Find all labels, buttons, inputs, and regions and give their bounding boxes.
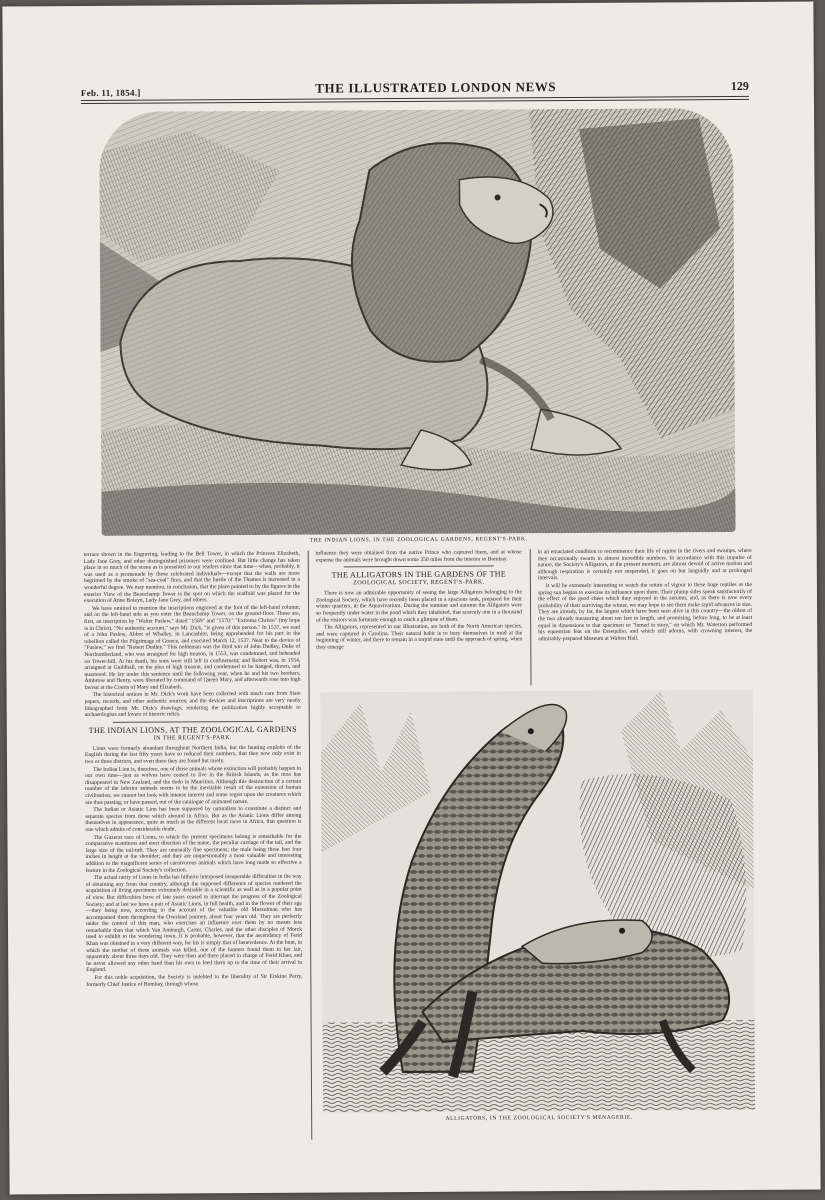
lion-engraving [99, 108, 736, 536]
alligators-continuation: in an emaciated condition to recommence their life of rapine in the rivers and swamps, where they occasionally swarm in almost incredible numbers. In accordance with this impulse of nature, the Society's Alligators, at the present moment, are almost devoid of active motion and although respiration is certainly not suspended, it goes on but languidly and at prolonged intervals. [537, 547, 752, 582]
lions-paragraph: For this noble acquisition, the Society is indebted to the liberality of Sir Erskine Perry, formerly Chief Justice of Bombay, through whose [86, 973, 303, 988]
column-right [538, 548, 753, 685]
alligator-engraving [321, 690, 756, 1113]
alligator-caption: ALLIGATORS, IN THE ZOOLOGICAL SOCIETY'S MENAGERIE. [445, 1114, 633, 1122]
newspaper-page [2, 2, 820, 1195]
alligators-paragraph: There is now an admirable opportunity of seeing the large Alligators belonging to the Zoological Society, which have recently been placed in a spacious tank, prepared for their winter quarters, in the Aquavivarium. During the summer and autumn the Alligators were so frequently under water in the pond which they inhabited, that scarcely one in a thousand of the visitors was fortunate enough to catch a glimpse of them. [315, 589, 523, 624]
lions-paragraph: The Indian or Asiatic Lion has been supposed by naturalists to constitute a distinct and separate species from those which abound in Africa. But as the Asiatic Lions differ among themselves in appearance, quite as much as the different local races in Africa, that question is one which admits of considerable doubt. [85, 805, 302, 833]
tower-paragraph: terrace shown in the Engraving, leading to the Bell Tower, in which the Princess Elizabeth, Lady Jane Grey, and other distinguished prisoners were confined. But little change has taken place in so much of the scene as is presented to our readers since that time—when, probably, it was used as a promenade by those celebrated individuals—except that the walls are more begrimed by the smoke of "sea-coal" fires, and that the bustle of the Thames is increased in a wonderful degree. We may mention, in conclusion, that the place pointed to by the figures in the exterior View of the Beauchamp Tower is the spot on which the scaffold was placed for the execution of Anne Boleyn, Lady Jane Grey, and others. [83, 550, 300, 605]
newspaper-title: THE ILLUSTRATED LONDON NEWS [315, 79, 557, 96]
column-left [84, 551, 304, 1141]
issue-date: Feb. 11, 1854.] [80, 87, 141, 99]
article-separator [113, 721, 273, 723]
column-rule [308, 551, 313, 1140]
lions-paragraph: The actual rarity of Lions in India has hitherto interposed insuperable difficulties in the way of obtaining any from that country, although the supposed difference of species rendered the acquisition of living specimens extremely desirable in a scientific as well as in a popular point of view. But difficulties have of late years ceased to interrupt the progress of the Zoological Society; and at last we have a pair of Asiatic Lions, in full health, and in the flower of their age—they being now, according to the account of the valuable old Mussulman who has accompanied them throughout the Overland journey, about four years old. They are perfectly under the control of this man, who exercises an influence over them by no means less remarkable than that which Van Amburgh, Carter, Charles, and the other disciples of Morck used to exhibit to the wondering town. It is probable, however, that the ascendancy of Ferid Khan was obtained in a very different way, for his is simply that of benevolence. At the hunt, in which the mother of these animals was killed, one of the hunters found them in her lair, apparently about three days old. They were then and there placed in charge of Ferid Khan, and he never allowed any other hand than his own to feed them up to the time of their arrival in England. [85, 873, 303, 974]
lions-paragraph: Lions were formerly abundant throughout Northern India, but the hunting exploits of the English during the last fifty years have so reduced their numbers, that they now only exist in two or three districts, and even there they are found but rarely. [84, 744, 301, 766]
lion-caption: THE INDIAN LIONS, IN THE ZOOLOGICAL GARDENS, REGENT'S-PARK. [309, 536, 528, 544]
page-content [81, 72, 755, 1141]
alligators-headline: THE ALLIGATORS IN THE GARDENS OF THE [331, 569, 507, 580]
lions-headline: THE INDIAN LIONS, AT THE ZOOLOGICAL GARDENS [88, 724, 297, 735]
lions-continuation: influence they were obtained from the native Prince who captured them, and at whose expense the animals were brought down some 350 miles from the interior to Bombay. [315, 549, 522, 564]
alligators-continuation: It will be extremely interesting to watch the return of vigour to these huge reptiles as the spring sun begins to exercise its influence upon them. Their plump sides speak satisfactorily of the effect of the good cheer which they enjoyed in the autumn; and, as there is now every probability of their surviving the winter, we may hope to see them make rapid advances in size. They are already, by far, the largest which have been seen alive in this country—the oldest of the two already measuring about ten feet in length, and promising, before long, to be at least equal in dimensions to that specimen so "famed in story," on which Mr. Waterton performed his equestrian feat on the Essequibo, and which still adorns, with crowning interest, the admirably-prepared Museum at Walton Hall. [537, 581, 753, 642]
column-rule [530, 549, 532, 685]
lions-paragraph: The Indian Lion is, therefore, one of those animals whose extinction will probably happen in our own time—just as wolves have ceased to live in the British Islands, as the moa has disappeared in New Zealand, and the dodo in Mauritius. Although this destruction of a certain number of the inferior animals seems to be the inevitable result of the extension of human civilisation, we cannot but look with intense interest and some regret upon the creatures which are thus passing, or have passed, out of the catalogue of animated nature. [85, 765, 302, 806]
page-number: 129 [730, 78, 749, 94]
tower-paragraph: We have omitted to mention the inscriptions engraved at the foot of the left-hand column; and on the left-hand side as you enter the Beauchamp Tower, on the ground-floor. These are, first, an inscription by "Walter Paslew," dated "1569" and "1570:" "Extrema Christo" (my hope is in Christ). "No authentic account," says Mr. Dick, "is given of this person." In 1537, we read of a John Paslew, Abbot of Whalley, in Lancashire, being apprehended for his part in the rebellion called the Pilgrimage of Greece, and executed March 12, 1537. Near to the device of "Paslew," we find "Robert Dudley." This nobleman was the third son of John Dudley, Duke of Northumberland, who was arraigned for high treason, in 1553, was condemned, and beheaded on Tower-hill. At his death, his sons were still left in confinement; and Robert was, in 1554, arraigned at Guildhall, on the plea of high treason, and condemned to be hanged, drawn, and quartered. He lay under this sentence until the following year, when he and his two brothers, Ambrose and Henry, were liberated by command of Queen Mary, and afterwards rose into high favour at the Courts of Mary and Elizabeth. [84, 604, 301, 691]
tower-paragraph: The historical notices in Mr. Dick's work have been collected with much care from State papers, records, and other authentic sources; and the devices and inscriptions are very neatly lithographed from Mr. Dick's drawings; rendering the publication highly acceptable to archaeologists and lovers of historic relics. [84, 691, 301, 719]
alligators-paragraph: The Alligators, represented in our Illustration, are both of the North American species, and were captured in Carolina. Their natural habit is to bury themselves in mud at the beginning of winter, and there to remain in a torpid state until the approach of spring, when they emerge [316, 623, 523, 651]
lions-subhead: IN THE REGENT'S-PARK. [153, 734, 233, 742]
masthead [81, 72, 749, 98]
alligators-subhead: ZOOLOGICAL SOCIETY, REGENT'S-PARK. [353, 579, 485, 587]
lions-paragraph: The Guzerat race of Lions, to which the present specimens belong is remarkable for the comparative scantiness and erect direction of the mane, the peculiar carriage of the tail, and the large size of the tail-tuft. They are unusually fine specimens; the male being three feet four inches in height at the shoulder; and they are unquestionably a most valuable and interesting addition to the magnificent series of carnivorous animals which have long made so effective a feature in the Zoological Society's collection. [85, 833, 302, 874]
article-separator [344, 566, 494, 568]
column-middle [316, 549, 523, 686]
